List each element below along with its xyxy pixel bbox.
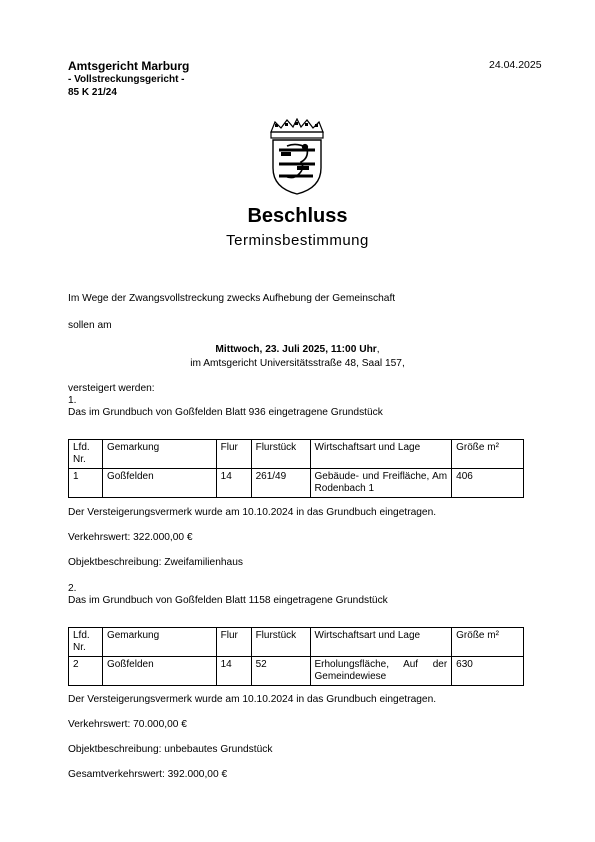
column-header: Gemarkung	[102, 628, 216, 657]
parcel-2-heading: Das im Grundbuch von Goßfelden Blatt 1158 eingetragene Grundstück	[68, 595, 388, 606]
column-header: Wirtschaftsart und Lage	[310, 440, 452, 469]
parcel-2-vermerk: Der Versteigerungsvermerk wurde am 10.10.2024 in das Grundbuch eingetragen.	[68, 694, 437, 705]
table-cell: 2	[69, 657, 103, 686]
column-header: Flurstück	[251, 440, 310, 469]
document-date: 24.04.2025	[489, 59, 542, 71]
parcel-1-value: Verkehrswert: 322.000,00 €	[68, 532, 193, 543]
column-header: Flur	[216, 628, 251, 657]
table-cell: Gebäude- und Freifläche, Am Rodenbach 1	[310, 469, 452, 498]
table-cell: Goßfelden	[102, 469, 216, 498]
intro-text: Im Wege der Zwangsvollstreckung zwecks Aufhebung der Gemeinschaft	[68, 293, 396, 304]
column-header: Lfd. Nr.	[69, 628, 103, 657]
column-header: Größe m²	[452, 440, 524, 469]
table-cell: Erholungsfläche, Auf der Gemeindewiese	[310, 657, 452, 686]
parcel-1-table	[68, 439, 524, 498]
parcel-1-heading: Das im Grundbuch von Goßfelden Blatt 936 eingetragene Grundstück	[68, 407, 383, 418]
column-header: Gemarkung	[102, 440, 216, 469]
table-row	[69, 469, 524, 498]
parcel-2-number: 2.	[68, 583, 77, 594]
table-row	[69, 657, 524, 686]
table-cell: 630	[452, 657, 524, 686]
column-header: Wirtschaftsart und Lage	[310, 628, 452, 657]
table-cell: Goßfelden	[102, 657, 216, 686]
appointment-datetime	[0, 344, 595, 355]
versteigert-text: versteigert werden:	[68, 383, 155, 394]
table-header-row	[69, 440, 524, 469]
table-cell: 1	[69, 469, 103, 498]
appointment-location: im Amtsgericht Universitätsstraße 48, Saal 157,	[190, 358, 405, 369]
sollen-text: sollen am	[68, 320, 112, 331]
file-number: 85 K 21/24	[68, 87, 117, 98]
column-header: Flur	[216, 440, 251, 469]
appointment-comma: ,	[376, 344, 380, 355]
appointment-datetime-text: Mittwoch, 23. Juli 2025, 11:00 Uhr	[215, 344, 377, 355]
table-cell: 406	[452, 469, 524, 498]
column-header: Lfd. Nr.	[69, 440, 103, 469]
parcel-2-value: Verkehrswert: 70.000,00 €	[68, 719, 187, 730]
parcel-2-table	[68, 627, 524, 686]
total-value: Gesamtverkehrswert: 392.000,00 €	[68, 769, 228, 780]
table-cell: 14	[216, 469, 251, 498]
court-department: - Vollstreckungsgericht -	[68, 74, 185, 85]
column-header: Größe m²	[452, 628, 524, 657]
parcel-2-description: Objektbeschreibung: unbebautes Grundstück	[68, 744, 273, 755]
table-cell: 14	[216, 657, 251, 686]
table-cell: 261/49	[251, 469, 310, 498]
document-subtitle: Terminsbestimmung	[226, 232, 369, 249]
court-name: Amtsgericht Marburg	[68, 59, 190, 73]
document-title: Beschluss	[247, 205, 348, 227]
parcel-1-number: 1.	[68, 395, 77, 406]
parcel-1-description: Objektbeschreibung: Zweifamilienhaus	[68, 557, 243, 568]
coat-of-arms-icon	[267, 118, 327, 196]
column-header: Flurstück	[251, 628, 310, 657]
table-cell: 52	[251, 657, 310, 686]
parcel-1-vermerk: Der Versteigerungsvermerk wurde am 10.10.2024 in das Grundbuch eingetragen.	[68, 507, 437, 518]
table-header-row	[69, 628, 524, 657]
